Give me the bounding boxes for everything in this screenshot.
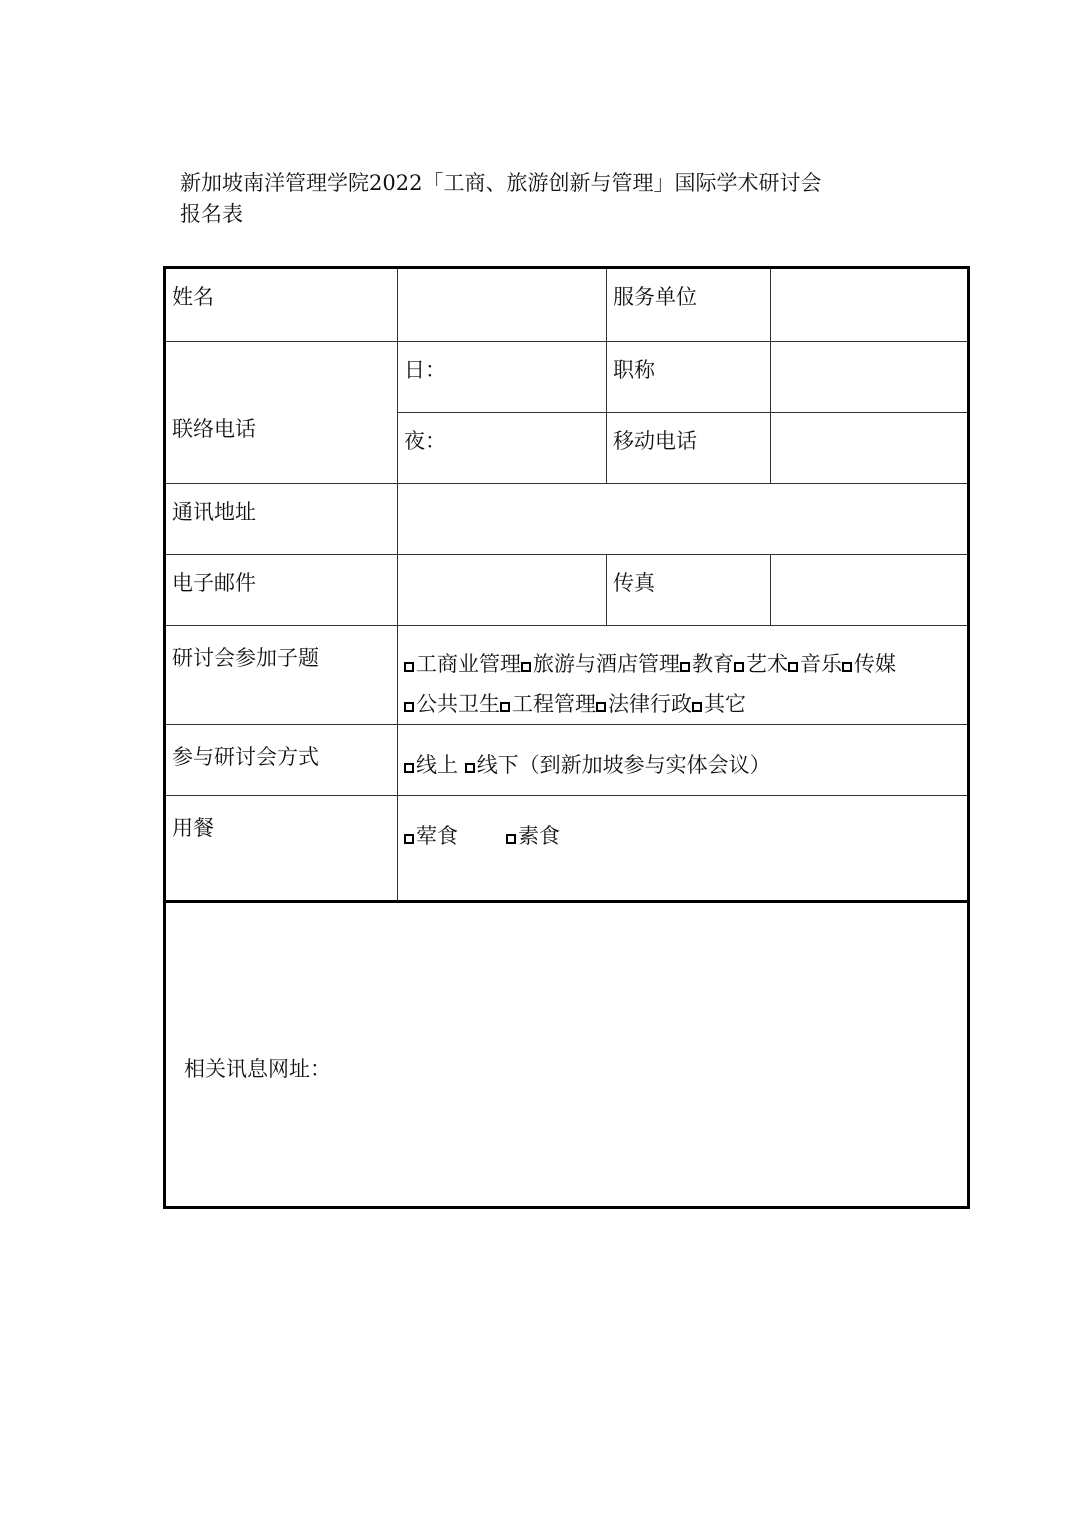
name-label: 姓名 <box>172 285 214 309</box>
name-field[interactable] <box>398 269 606 341</box>
topic-option[interactable]: 音乐 <box>788 652 842 676</box>
day-phone-field[interactable]: 日： <box>404 358 446 382</box>
checkbox[interactable] <box>788 662 798 672</box>
title-line-2: 报名表 <box>180 202 243 226</box>
title-line-1: 新加坡南洋管理学院2022「工商、旅游创新与管理」国际学术研讨会 <box>180 171 822 195</box>
email-label: 电子邮件 <box>172 571 256 595</box>
phone-label: 联络电话 <box>172 417 256 441</box>
topics-label: 研讨会参加子题 <box>172 646 319 670</box>
meal-option-meat[interactable]: 荤食 <box>404 824 458 848</box>
checkbox[interactable] <box>692 702 702 712</box>
job-title-field[interactable] <box>771 342 967 412</box>
employer-label: 服务单位 <box>613 285 697 309</box>
checkbox[interactable] <box>404 702 414 712</box>
email-field[interactable] <box>398 555 606 625</box>
checkbox[interactable] <box>506 834 516 844</box>
section-divider <box>166 900 967 903</box>
employer-field[interactable] <box>771 269 967 341</box>
registration-form <box>163 266 970 1209</box>
checkbox[interactable] <box>404 662 414 672</box>
checkbox[interactable] <box>680 662 690 672</box>
topic-option[interactable]: 公共卫生 <box>404 692 500 716</box>
checkbox[interactable] <box>596 702 606 712</box>
meal-option-vegetarian[interactable]: 素食 <box>506 824 560 848</box>
job-title-label: 职称 <box>613 358 655 382</box>
fax-label: 传真 <box>613 571 655 595</box>
mobile-label: 移动电话 <box>613 429 697 453</box>
mobile-field[interactable] <box>771 413 967 483</box>
form-title <box>180 168 821 230</box>
topic-option[interactable]: 其它 <box>692 692 746 716</box>
mode-option-online[interactable]: 线上 <box>404 753 465 777</box>
address-field[interactable] <box>398 484 967 554</box>
meal-label: 用餐 <box>172 816 214 840</box>
topic-option[interactable]: 教育 <box>680 652 734 676</box>
mode-option-offline[interactable]: 线下（到新加坡参与实体会议） <box>465 753 771 777</box>
checkbox[interactable] <box>734 662 744 672</box>
topics-options <box>398 626 967 724</box>
topic-option[interactable]: 工商业管理 <box>404 652 521 676</box>
checkbox[interactable] <box>521 662 531 672</box>
meal-options <box>398 796 967 900</box>
topic-option[interactable]: 传媒 <box>842 652 896 676</box>
mode-label: 参与研讨会方式 <box>172 745 319 769</box>
address-label: 通讯地址 <box>172 500 256 524</box>
mode-options <box>398 725 967 795</box>
topic-option[interactable]: 工程管理 <box>500 692 596 716</box>
topic-option[interactable]: 旅游与酒店管理 <box>521 652 680 676</box>
checkbox[interactable] <box>404 834 414 844</box>
night-phone-field[interactable]: 夜： <box>404 429 446 453</box>
checkbox[interactable] <box>500 702 510 712</box>
checkbox[interactable] <box>842 662 852 672</box>
checkbox[interactable] <box>404 763 414 773</box>
topic-option[interactable]: 艺术 <box>734 652 788 676</box>
checkbox[interactable] <box>465 763 475 773</box>
info-url-label: 相关讯息网址： <box>184 1057 331 1081</box>
fax-field[interactable] <box>771 555 967 625</box>
topic-option[interactable]: 法律行政 <box>596 692 692 716</box>
